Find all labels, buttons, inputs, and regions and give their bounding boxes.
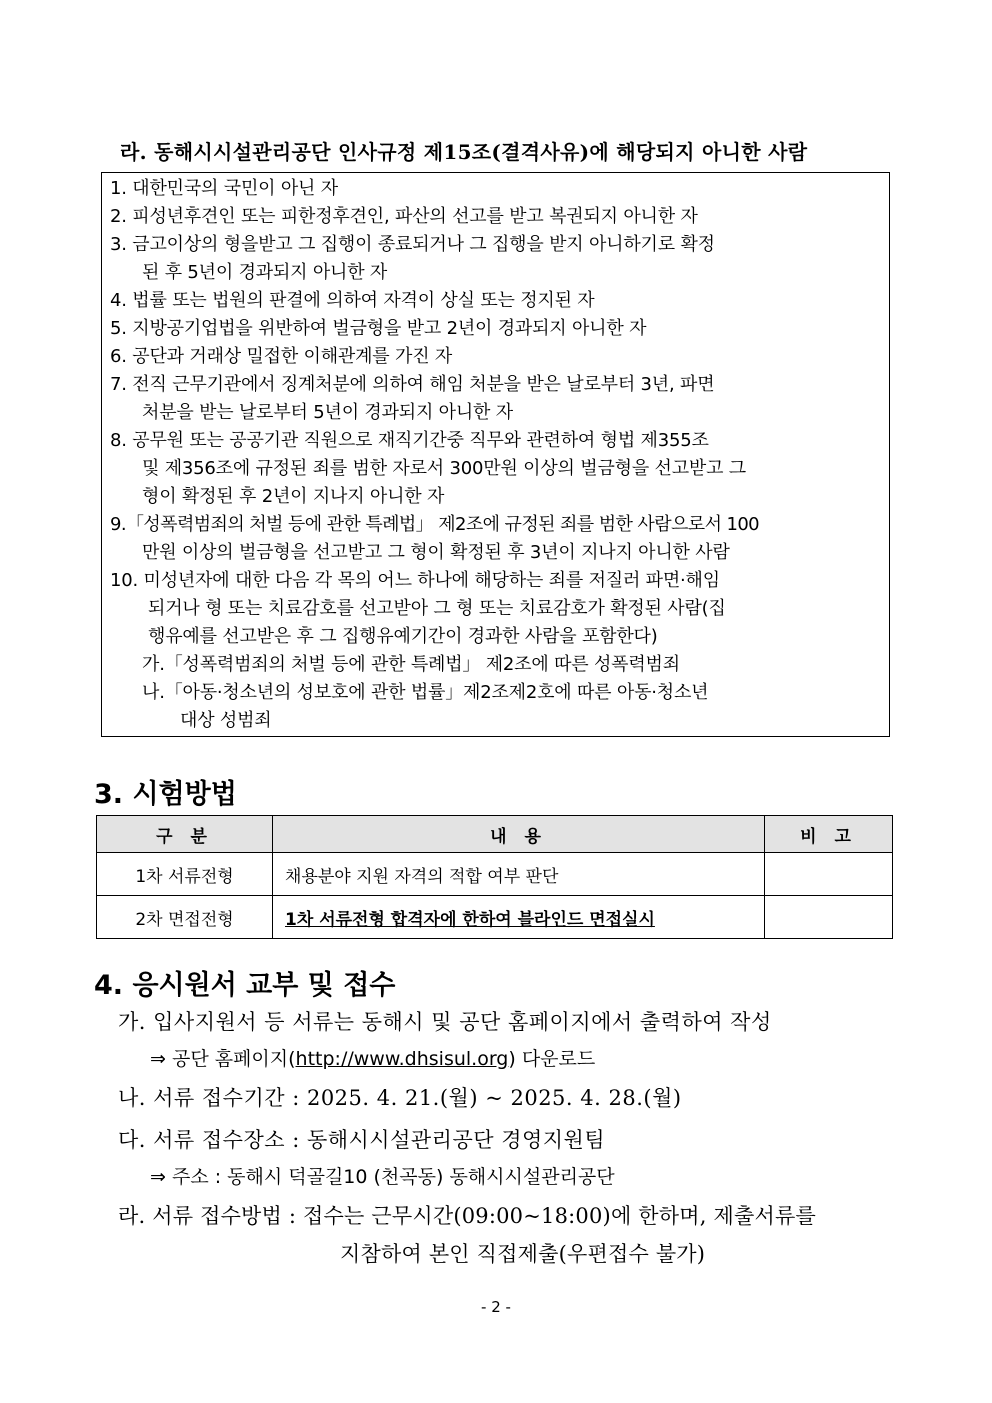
table-row [97,896,893,939]
list-item: 나.「아동·청소년의 성보호에 관한 법률」제2조제2호에 따른 아동·청소년 [142,682,709,703]
item-ga: 가. 입사지원서 등 서류는 동해시 및 공단 홈페이지에서 출력하여 작성 [118,1010,772,1034]
content-cell: 채용분야 지원 자격의 적합 여부 판단 [273,853,765,896]
list-item: 행유예를 선고받은 후 그 집행유예기간이 경과한 사람을 포함한다) [148,626,658,647]
list-item: 7. 전직 근무기관에서 징계처분에 의하여 해임 처분을 받은 날로부터 3년, 파면 [110,374,715,395]
list-item: 8. 공무원 또는 공공기관 직원으로 재직기간중 직무와 관련하여 형법 제355조 [110,430,709,451]
list-item: 대상 성범죄 [180,710,272,731]
section3-title: 3. 시험방법 [94,779,237,810]
list-item: 만원 이상의 벌금형을 선고받고 그 형이 확정된 후 3년이 지나지 아니한 사람 [142,542,730,563]
content-cell [273,896,765,939]
list-item: 되거나 형 또는 치료감호를 선고받아 그 형 또는 치료감호가 확정된 사람(집 [148,598,726,619]
item-ga-sub-suffix: ) 다운로드 [508,1048,596,1070]
item-ra: 라. 서류 접수방법 : 접수는 근무시간(09:00~18:00)에 한하며, 제출서류를 [118,1204,816,1228]
list-item: 1. 대한민국의 국민이 아닌 자 [110,178,338,199]
disqualification-heading: 라. 동해시시설관리공단 인사규정 제15조(결격사유)에 해당되지 아니한 사람 [120,140,808,164]
item-ga-sub-prefix: ⇒ 공단 홈페이지( [150,1048,296,1070]
page-number: - 2 - [481,1298,511,1316]
list-item: 4. 법률 또는 법원의 판결에 의하여 자격이 상실 또는 정지된 자 [110,290,595,311]
list-item: 형이 확정된 후 2년이 지나지 아니한 자 [142,486,445,507]
item-na: 나. 서류 접수기간 : 2025. 4. 21.(월) ~ 2025. 4. 28.(월) [118,1086,682,1110]
item-da-sub: ⇒ 주소 : 동해시 덕골길10 (천곡동) 동해시시설관리공단 [150,1166,615,1188]
table-header-row [97,816,893,853]
header-content: 내 용 [273,816,765,853]
list-item: 5. 지방공기업법을 위반하여 벌금형을 받고 2년이 경과되지 아니한 자 [110,318,647,339]
homepage-link[interactable]: http://www.dhsisul.org [295,1048,509,1070]
list-item: 10. 미성년자에 대한 다음 각 목의 어느 하나에 해당하는 죄를 저질러 파면·해임 [110,570,720,591]
exam-method-table [96,815,893,939]
stage-cell: 2차 면접전형 [97,896,273,939]
disqualification-box [101,172,890,737]
list-item: 2. 피성년후견인 또는 피한정후견인, 파산의 선고를 받고 복권되지 아니한 자 [110,206,698,227]
list-item: 6. 공단과 거래상 밀접한 이해관계를 가진 자 [110,346,453,367]
list-item: 된 후 5년이 경과되지 아니한 자 [142,262,388,283]
content-emphasis: 1차 서류전형 합격자에 한하여 블라인드 면접실시 [285,909,655,930]
table-row [97,853,893,896]
section4-title: 4. 응시원서 교부 및 접수 [94,970,396,1001]
header-note: 비 고 [765,816,893,853]
list-item: 처분을 받는 날로부터 5년이 경과되지 아니한 자 [142,402,513,423]
header-category: 구 분 [97,816,273,853]
item-da: 다. 서류 접수장소 : 동해시시설관리공단 경영지원팀 [118,1128,606,1152]
item-ra-cont: 지참하여 본인 직접제출(우편접수 불가) [340,1242,706,1266]
list-item: 9.「성폭력범죄의 처벌 등에 관한 특례법」 제2조에 규정된 죄를 범한 사람으로서 100 [110,514,760,535]
note-cell [765,896,893,939]
item-ga-sub [150,1044,595,1071]
note-cell [765,853,893,896]
stage-cell: 1차 서류전형 [97,853,273,896]
list-item: 가.「성폭력범죄의 처벌 등에 관한 특례법」 제2조에 따른 성폭력범죄 [142,654,680,675]
list-item: 및 제356조에 규정된 죄를 범한 자로서 300만원 이상의 벌금형을 선고받고 그 [142,458,746,479]
list-item: 3. 금고이상의 형을받고 그 집행이 종료되거나 그 집행을 받지 아니하기로 확정 [110,234,715,255]
